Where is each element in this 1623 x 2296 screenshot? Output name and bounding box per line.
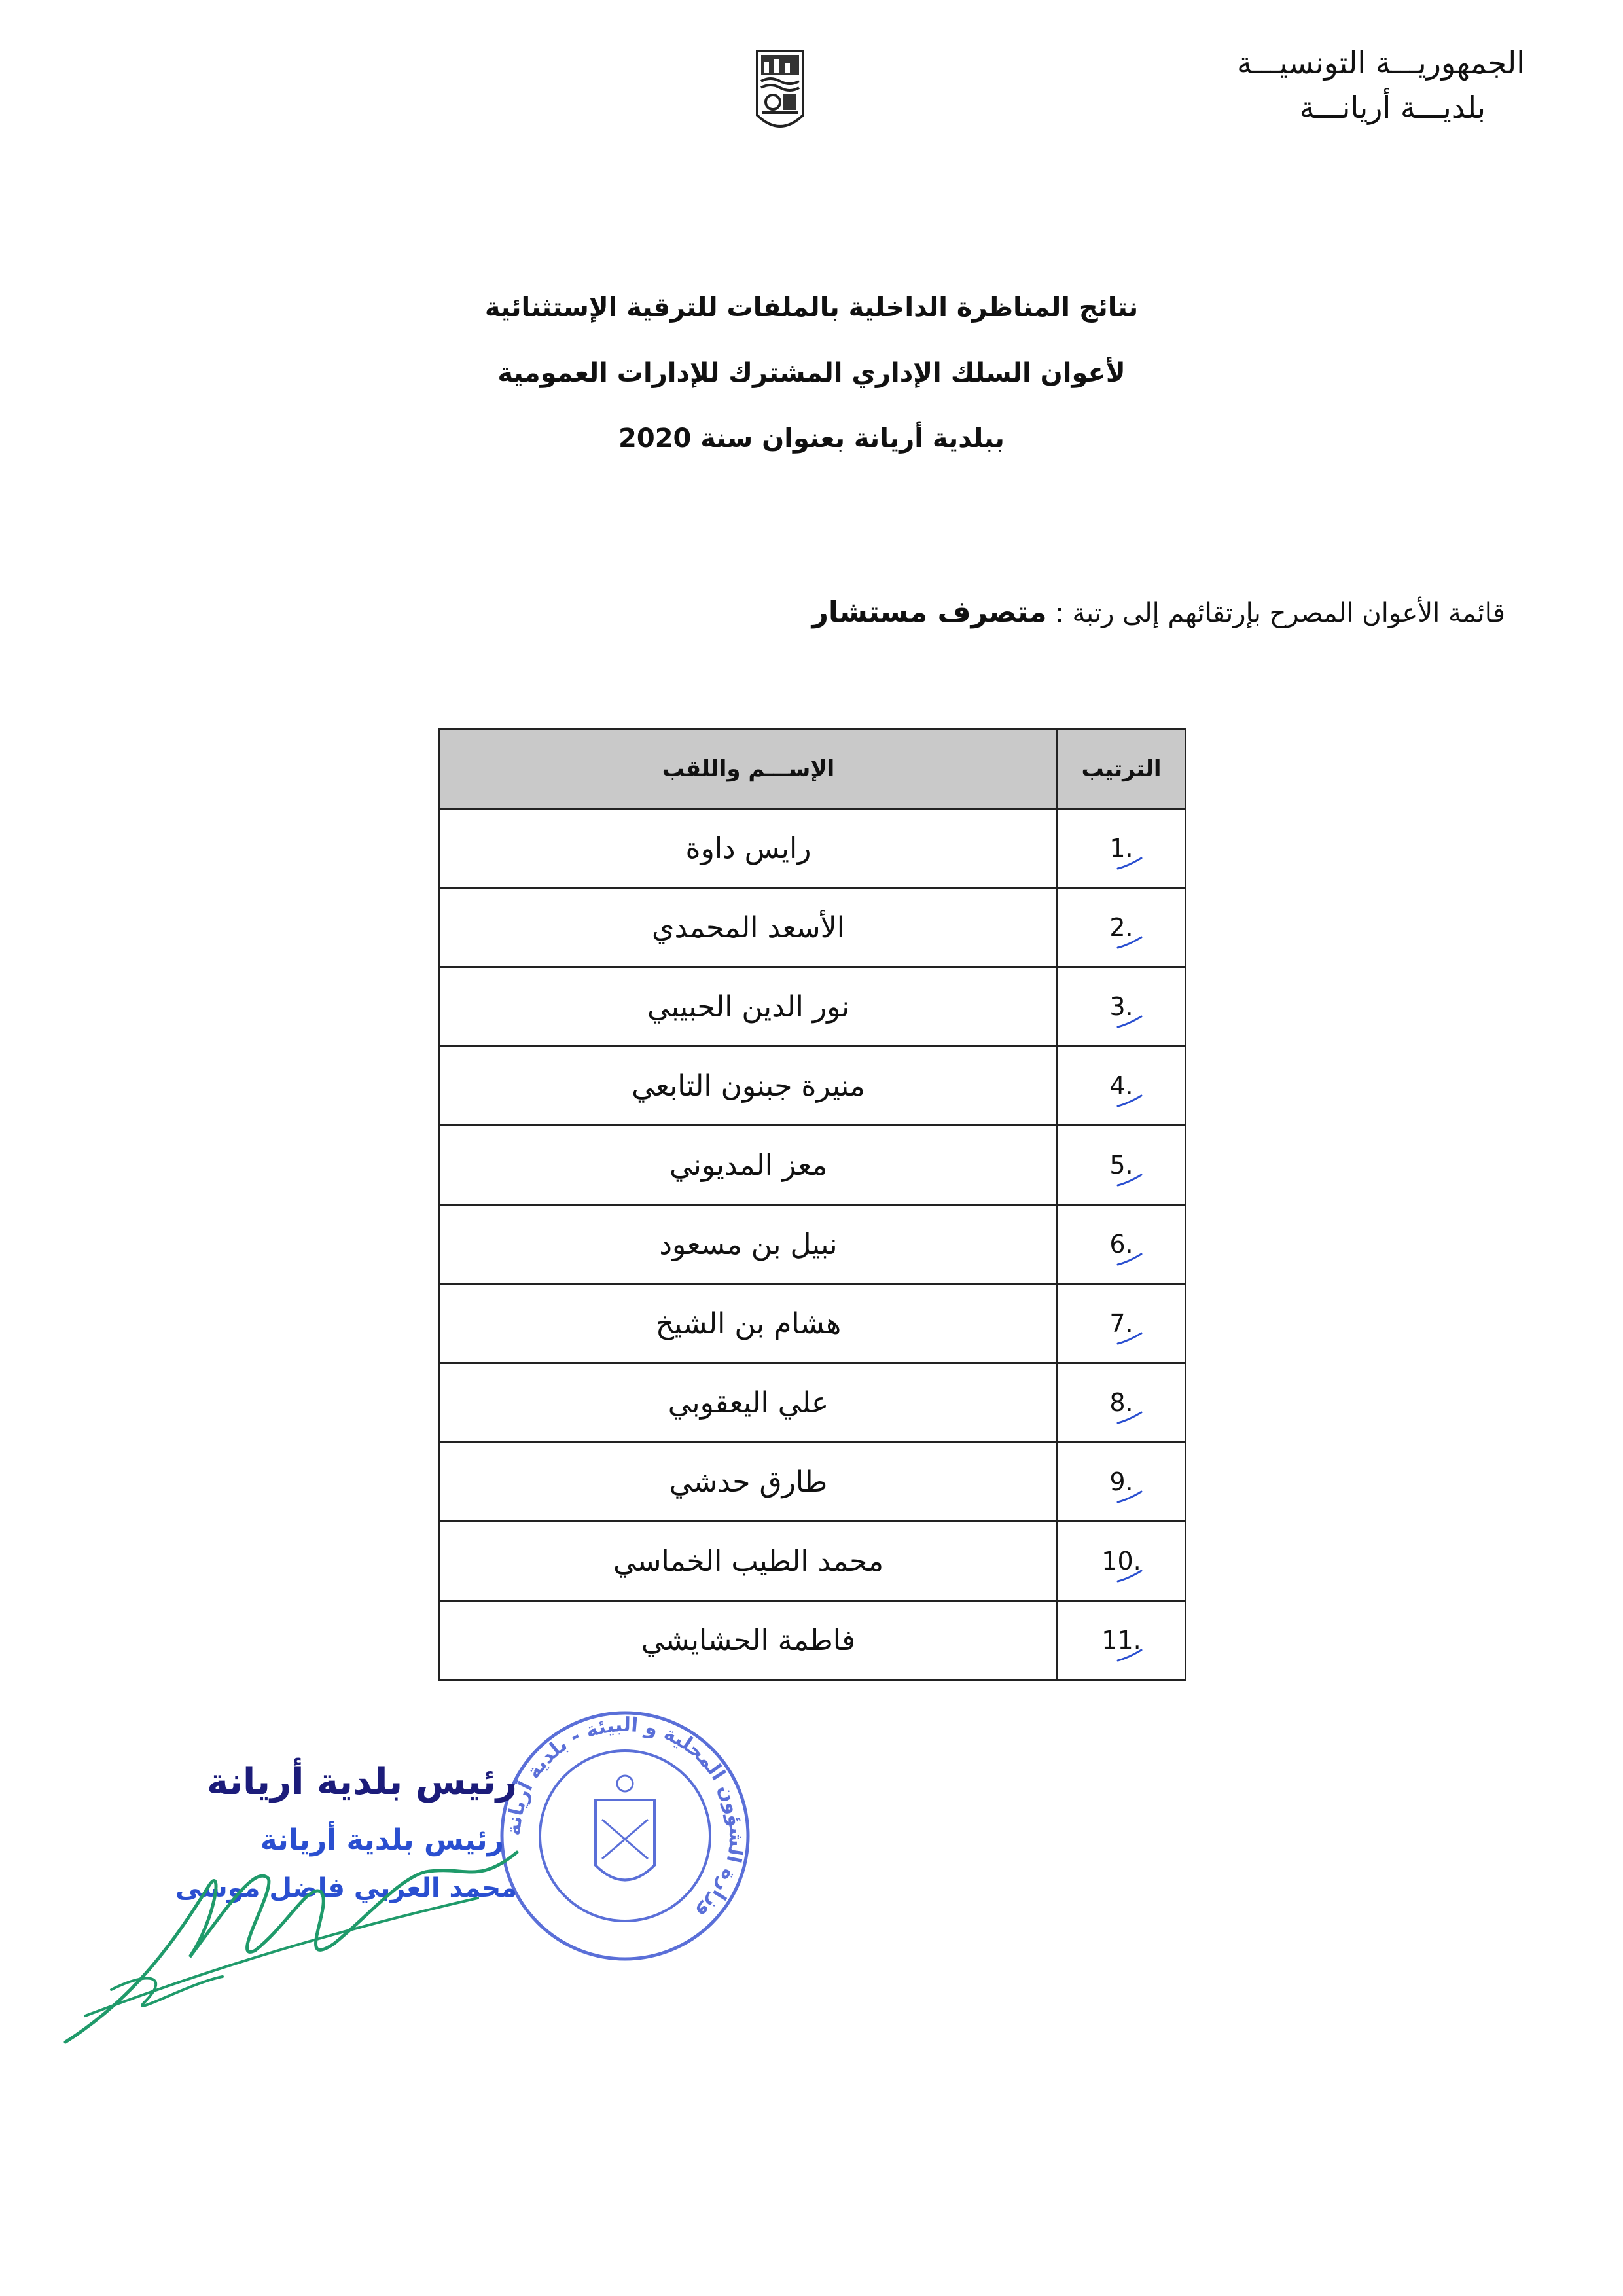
name-cell: نور الدين الحبيبي — [440, 967, 1058, 1047]
table-row — [440, 1205, 1186, 1284]
document-titles — [0, 275, 1623, 471]
name-cell: منيرة جبنون التابعي — [440, 1047, 1058, 1126]
check-mark-icon — [1115, 935, 1144, 950]
table-row — [440, 1047, 1186, 1126]
table-row — [440, 967, 1186, 1047]
title-line-3: ببلدية أريانة بعنوان سنة 2020 — [618, 423, 1005, 454]
stamp-title: رئيس بلدية أريانة — [260, 1823, 504, 1857]
header-authority — [1067, 41, 1525, 130]
check-mark-icon — [1115, 1014, 1144, 1030]
check-mark-icon — [1115, 1568, 1144, 1584]
rank-cell: 9. — [1058, 1443, 1186, 1522]
table-row — [440, 1284, 1186, 1363]
rank-cell: 4. — [1058, 1047, 1186, 1126]
name-cell: رايس داوة — [440, 809, 1058, 888]
header-country: الجمهوريـــة التونسيـــة — [1236, 45, 1525, 81]
title-line-1: نتائج المناظرة الداخلية بالملفات للترقية الإستثنائية — [484, 293, 1139, 323]
table-header-row — [440, 730, 1186, 809]
header-name: الإســـم واللقب — [440, 730, 1058, 809]
table-row — [440, 1126, 1186, 1205]
name-cell: هشام بن الشيخ — [440, 1284, 1058, 1363]
list-title-prefix: قائمة الأعوان المصرح بإرتقائهم إلى رتبة : — [1055, 598, 1505, 628]
rank-cell: 1. — [1058, 809, 1186, 888]
check-mark-icon — [1115, 1093, 1144, 1109]
table-row — [440, 1363, 1186, 1443]
check-mark-icon — [1115, 1647, 1144, 1663]
name-cell: الأسعد المحمدي — [440, 888, 1058, 967]
rank-cell: 7. — [1058, 1284, 1186, 1363]
svg-text:وزارة الشؤون المحلية و البيئة — [503, 1713, 747, 1925]
check-mark-icon — [1115, 1410, 1144, 1426]
name-cell: معز المديوني — [440, 1126, 1058, 1205]
table-row — [440, 888, 1186, 967]
municipality-emblem-icon — [755, 47, 806, 139]
table-row — [440, 1522, 1186, 1601]
check-mark-icon — [1115, 1331, 1144, 1346]
header-municipality: بلديـــة أريانـــة — [1299, 90, 1486, 125]
signature-block — [59, 1734, 517, 2049]
check-mark-icon — [1115, 1251, 1144, 1267]
check-mark-icon — [1115, 1172, 1144, 1188]
seal-text: وزارة الشؤون المحلية و البيئة - بلدية أريانة — [502, 1713, 748, 1925]
table-row — [440, 809, 1186, 888]
name-cell: محمد الطيب الخماسي — [440, 1522, 1058, 1601]
check-mark-icon — [1115, 1489, 1144, 1505]
rank-cell: 10. — [1058, 1522, 1186, 1601]
signatory-title: رئيس بلدية أريانة — [207, 1761, 517, 1803]
rank-cell: 11. — [1058, 1601, 1186, 1680]
name-cell: علي اليعقوبي — [440, 1363, 1058, 1443]
rank-cell: 2. — [1058, 888, 1186, 967]
rank-cell: 8. — [1058, 1363, 1186, 1443]
list-title-grade: متصرف مستشار — [812, 596, 1047, 629]
official-seal — [497, 1708, 753, 1964]
table-body — [440, 809, 1186, 1680]
title-line-2: لأعوان السلك الإداري المشترك للإدارات العمومية — [497, 358, 1126, 388]
handwritten-signature — [59, 1826, 530, 2049]
list-title — [654, 596, 1505, 629]
rank-cell: 5. — [1058, 1126, 1186, 1205]
table-row — [440, 1443, 1186, 1522]
table-row — [440, 1601, 1186, 1680]
name-cell: طارق حدشي — [440, 1443, 1058, 1522]
results-table — [438, 728, 1186, 1681]
rank-cell: 6. — [1058, 1205, 1186, 1284]
stamp-name: محمد العربي فاضل موسى — [175, 1873, 517, 1903]
name-cell: فاطمة الحشايشي — [440, 1601, 1058, 1680]
rank-cell: 3. — [1058, 967, 1186, 1047]
header-rank: الترتيب — [1058, 730, 1186, 809]
check-mark-icon — [1115, 855, 1144, 871]
name-cell: نبيل بن مسعود — [440, 1205, 1058, 1284]
